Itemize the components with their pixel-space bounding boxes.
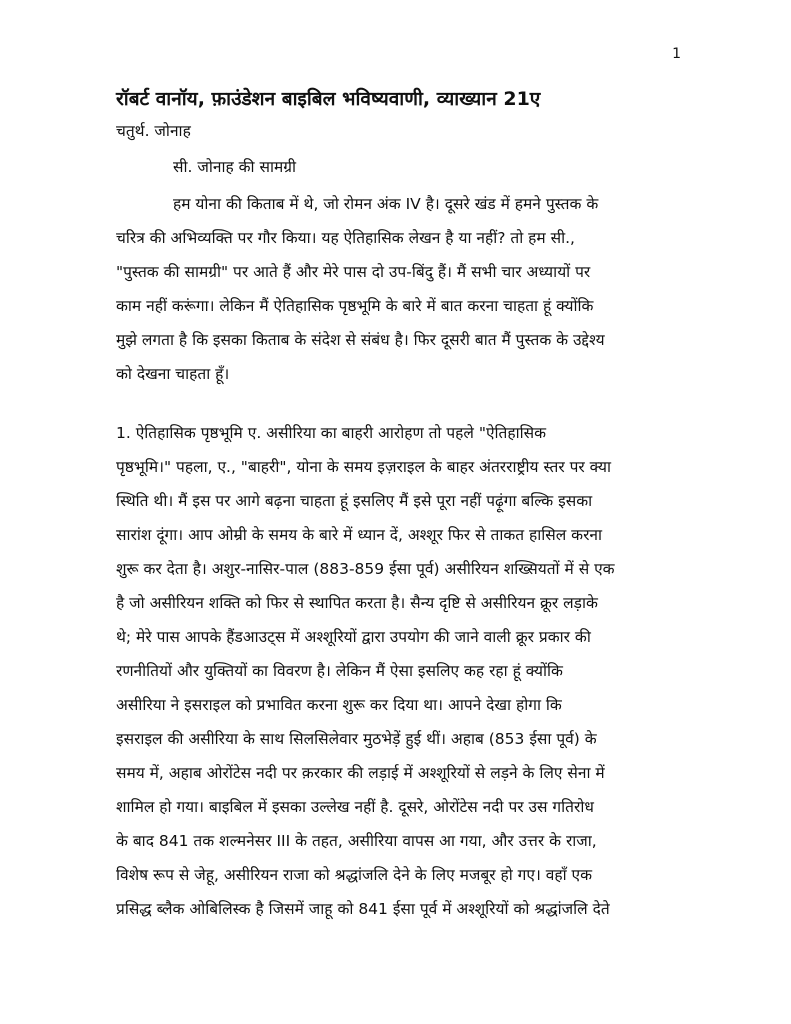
paragraph-1-line: को देखना चाहता हूँ।: [116, 365, 230, 383]
paragraph-2-line: 1. ऐतिहासिक पृष्ठभूमि ए. असीरिया का बाहरी आरोहण तो पहले "ऐतिहासिक: [116, 424, 547, 442]
paragraph-2-line: सारांश दूंगा। आप ओम्री के समय के बारे में ध्यान दें, अश्शूर फिर से ताकत हासिल करना: [116, 526, 603, 544]
paragraph-2-line: स्थिति थी। मैं इस पर आगे बढ़ना चाहता हूं इसलिए मैं इसे पूरा नहीं पढ़ूंगा बल्कि इसका: [116, 492, 593, 510]
paragraph-2-line: असीरिया ने इसराइल को प्रभावित करना शुरू कर दिया था। आपने देखा होगा कि: [116, 696, 562, 714]
subsection-heading: सी. जोनाह की सामग्री: [173, 158, 297, 176]
paragraph-1-line: चरित्र की अभिव्यक्ति पर गौर किया। यह ऐतिहासिक लेखन है या नहीं? तो हम सी.,: [116, 229, 575, 247]
paragraph-2-line: है जो असीरियन शक्ति को फिर से स्थापित करता है। सैन्य दृष्टि से असीरियन क्रूर लड़ाके: [116, 594, 598, 612]
paragraph-1-line: मुझे लगता है कि इसका किताब के संदेश से संबंध है। फिर दूसरी बात मैं पुस्तक के उद्देश्य: [116, 331, 605, 349]
document-title: रॉबर्ट वानॉय, फ़ाउंडेशन बाइबिल भविष्यवाणी, व्याख्यान 21ए: [116, 88, 541, 110]
paragraph-2-line: प्रसिद्ध ब्लैक ओबिलिस्क है जिसमें जाहू को 841 ईसा पूर्व में अश्शूरियों को श्रद्धांजलि देते: [116, 900, 610, 918]
paragraph-2-line: थे; मेरे पास आपके हैंडआउट्स में अश्शूरियों द्वारा उपयोग की जाने वाली क्रूर प्रकार की: [116, 628, 591, 646]
paragraph-1-line: हम योना की किताब में थे, जो रोमन अंक IV है। दूसरे खंड में हमने पुस्तक के: [173, 195, 599, 213]
paragraph-2-line: पृष्ठभूमि।" पहला, ए., "बाहरी", योना के समय इज़राइल के बाहर अंतरराष्ट्रीय स्तर पर क्या: [116, 458, 611, 476]
paragraph-2-line: शामिल हो गया। बाइबिल में इसका उल्लेख नहीं है. दूसरे, ओरोंटेस नदी पर उस गतिरोध: [116, 798, 594, 816]
paragraph-2-line: शुरू कर देता है। अशुर-नासिर-पाल (883-859 ईसा पूर्व) असीरियन शख्सियतों में से एक: [116, 560, 615, 578]
paragraph-2-line: विशेष रूप से जेहू, असीरियन राजा को श्रद्धांजलि देने के लिए मजबूर हो गए। वहाँ एक: [116, 866, 593, 884]
paragraph-2-line: इसराइल की असीरिया के साथ सिलसिलेवार मुठभेड़ें हुई थीं। अहाब (853 ईसा पूर्व) के: [116, 730, 597, 748]
section-heading: चतुर्थ. जोनाह: [116, 122, 191, 140]
paragraph-2-line: रणनीतियों और युक्तियों का विवरण है। लेकिन मैं ऐसा इसलिए कह रहा हूं क्योंकि: [116, 662, 563, 680]
page-number: 1: [672, 46, 681, 62]
paragraph-2-line: समय में, अहाब ओरोंटेस नदी पर क़रकार की लड़ाई में अश्शूरियों से लड़ने के लिए सेना में: [116, 764, 605, 782]
paragraph-1-line: "पुस्तक की सामग्री" पर आते हैं और मेरे पास दो उप-बिंदु हैं। मैं सभी चार अध्यायों पर: [116, 263, 591, 281]
paragraph-1-line: काम नहीं करूंगा। लेकिन मैं ऐतिहासिक पृष्ठभूमि के बारे में बात करना चाहता हूं क्योंकि: [116, 297, 594, 315]
paragraph-2-line: के बाद 841 तक शल्मनेसर III के तहत, असीरिया वापस आ गया, और उत्तर के राजा,: [116, 832, 597, 850]
